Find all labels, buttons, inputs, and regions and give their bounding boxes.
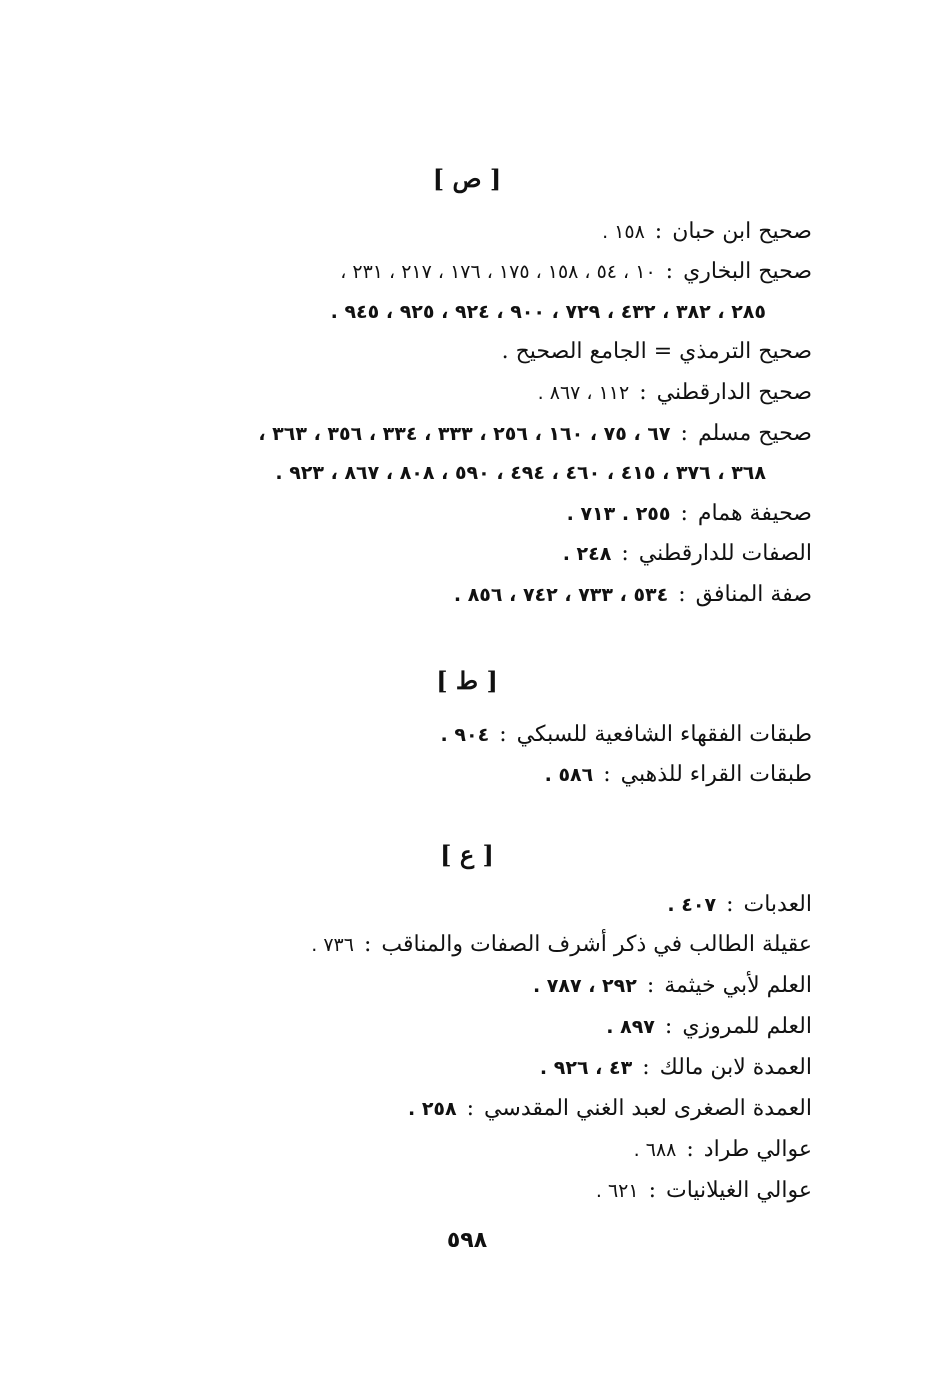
- index-entry: [120, 378, 812, 408]
- index-entry: [120, 971, 812, 1001]
- section-heading-ta: [ ط ]: [436, 666, 498, 695]
- entry-page-refs: ٢٥٥ . ٧١٣ .: [566, 503, 671, 525]
- entry-separator: :: [680, 421, 688, 446]
- entry-page-refs: ٦٢١ .: [595, 1180, 639, 1202]
- entry-title: صحيح الترمذي = الجامع الصحيح .: [501, 339, 812, 364]
- index-entry: [120, 499, 812, 529]
- entry-title: العمدة لابن مالك: [659, 1055, 812, 1080]
- entry-page-refs: ١١٢ ، ٨٦٧ .: [537, 382, 630, 404]
- entry-separator: :: [665, 259, 674, 284]
- entry-separator: :: [648, 1178, 656, 1203]
- entry-separator: :: [621, 541, 629, 566]
- entry-title: صفة المنافق: [695, 582, 812, 607]
- index-entry-continuation: [120, 297, 766, 327]
- index-entry: [120, 760, 812, 790]
- entry-title: صحيح مسلم: [697, 421, 812, 446]
- index-entry: [120, 1094, 812, 1124]
- entry-title: طبقات الفقهاء الشافعية للسبكي: [516, 722, 812, 747]
- entry-separator: :: [466, 1096, 475, 1121]
- index-entry: [120, 1135, 812, 1165]
- entry-title: العمدة الصغرى لعبد الغني المقدسي: [484, 1096, 812, 1121]
- entry-page-refs: ٢٥٨ .: [407, 1098, 457, 1120]
- entry-separator: :: [642, 1055, 650, 1080]
- entry-title: الصفات للدارقطني: [638, 541, 812, 566]
- entry-title: صحيح ابن حبان: [672, 219, 812, 244]
- entry-page-refs: ٣٦٨ ، ٣٧٦ ، ٤١٥ ، ٤٦٠ ، ٤٩٤ ، ٥٩٠ ، ٨٠٨ ، ٨٦٧ ، ٩٢٣ .: [275, 462, 766, 484]
- entry-title: عقيلة الطالب في ذكر أشرف الصفات والمناقب: [381, 932, 812, 957]
- entry-separator: :: [664, 1014, 673, 1039]
- index-entry: [120, 257, 812, 287]
- entry-page-refs: ٢٨٥ ، ٣٨٢ ، ٤٣٢ ، ٧٢٩ ، ٩٠٠ ، ٩٢٤ ، ٩٢٥ ، ٩٤٥ .: [330, 301, 766, 323]
- entry-title: صحيفة همام: [697, 501, 812, 526]
- entry-page-refs: ٥٣٤ ، ٧٣٣ ، ٧٤٢ ، ٨٥٦ .: [453, 584, 669, 606]
- entry-separator: :: [363, 932, 372, 957]
- index-entry: [120, 539, 812, 569]
- index-entry: [120, 890, 812, 920]
- index-entry: [120, 217, 812, 247]
- index-entry: [120, 580, 812, 610]
- entry-title: صحيح الدارقطني: [656, 380, 812, 405]
- index-entry-continuation: [120, 458, 766, 488]
- entry-page-refs: ٩٠٤ .: [440, 724, 490, 746]
- entry-separator: :: [603, 762, 611, 787]
- entry-page-refs: ٢٩٢ ، ٧٨٧ .: [532, 975, 637, 997]
- entry-title: عوالي الغيلانيات: [665, 1178, 812, 1203]
- section-heading-sad: [ ص ]: [432, 164, 502, 193]
- entry-title: صحيح البخاري: [683, 259, 812, 284]
- entry-separator: :: [678, 582, 686, 607]
- index-entry: [120, 1053, 812, 1083]
- index-entry: [120, 1176, 812, 1206]
- entry-page-refs: ٤٠٧ .: [667, 894, 717, 916]
- index-entry: [120, 1012, 812, 1042]
- entry-separator: :: [726, 892, 734, 917]
- index-entry: [120, 419, 812, 449]
- index-entry: [120, 720, 812, 750]
- entry-title: طبقات القراء للذهبي: [620, 762, 812, 787]
- entry-separator: :: [646, 973, 655, 998]
- page-number: ٥٩٨: [446, 1228, 488, 1253]
- entry-separator: :: [654, 219, 663, 244]
- entry-page-refs: ٧٣٦ .: [311, 934, 354, 956]
- section-heading-ain: [ ع ]: [440, 840, 494, 869]
- entry-page-refs: ٤٣ ، ٩٢٦ .: [539, 1057, 633, 1079]
- entry-separator: :: [686, 1137, 694, 1162]
- entry-page-refs: ١٥٨ .: [602, 221, 645, 243]
- entry-title: العلم للمروزي: [682, 1014, 812, 1039]
- entry-separator: :: [680, 501, 688, 526]
- entry-separator: :: [499, 722, 507, 747]
- entry-title: العلم لأبي خيثمة: [664, 973, 812, 998]
- entry-page-refs: ٥٨٦ .: [544, 764, 594, 786]
- entry-page-refs: ٦٨٨ .: [633, 1139, 677, 1161]
- entry-page-refs: ٨٩٧ .: [606, 1016, 655, 1038]
- entry-page-refs: ٢٤٨ .: [562, 543, 612, 565]
- entry-page-refs: ٦٧ ، ٧٥ ، ١٦٠ ، ٢٥٦ ، ٣٣٣ ، ٣٣٤ ، ٣٥٦ ، ٣٦٣ ،: [258, 423, 671, 445]
- entry-separator: :: [639, 380, 647, 405]
- entry-title: العدبات: [743, 892, 812, 917]
- index-entry: [120, 930, 812, 960]
- index-entry: [120, 337, 812, 367]
- entry-page-refs: ١٠ ، ٥٤ ، ١٥٨ ، ١٧٥ ، ١٧٦ ، ٢١٧ ، ٢٣١ ،: [340, 261, 656, 283]
- entry-title: عوالي طراد: [703, 1137, 812, 1162]
